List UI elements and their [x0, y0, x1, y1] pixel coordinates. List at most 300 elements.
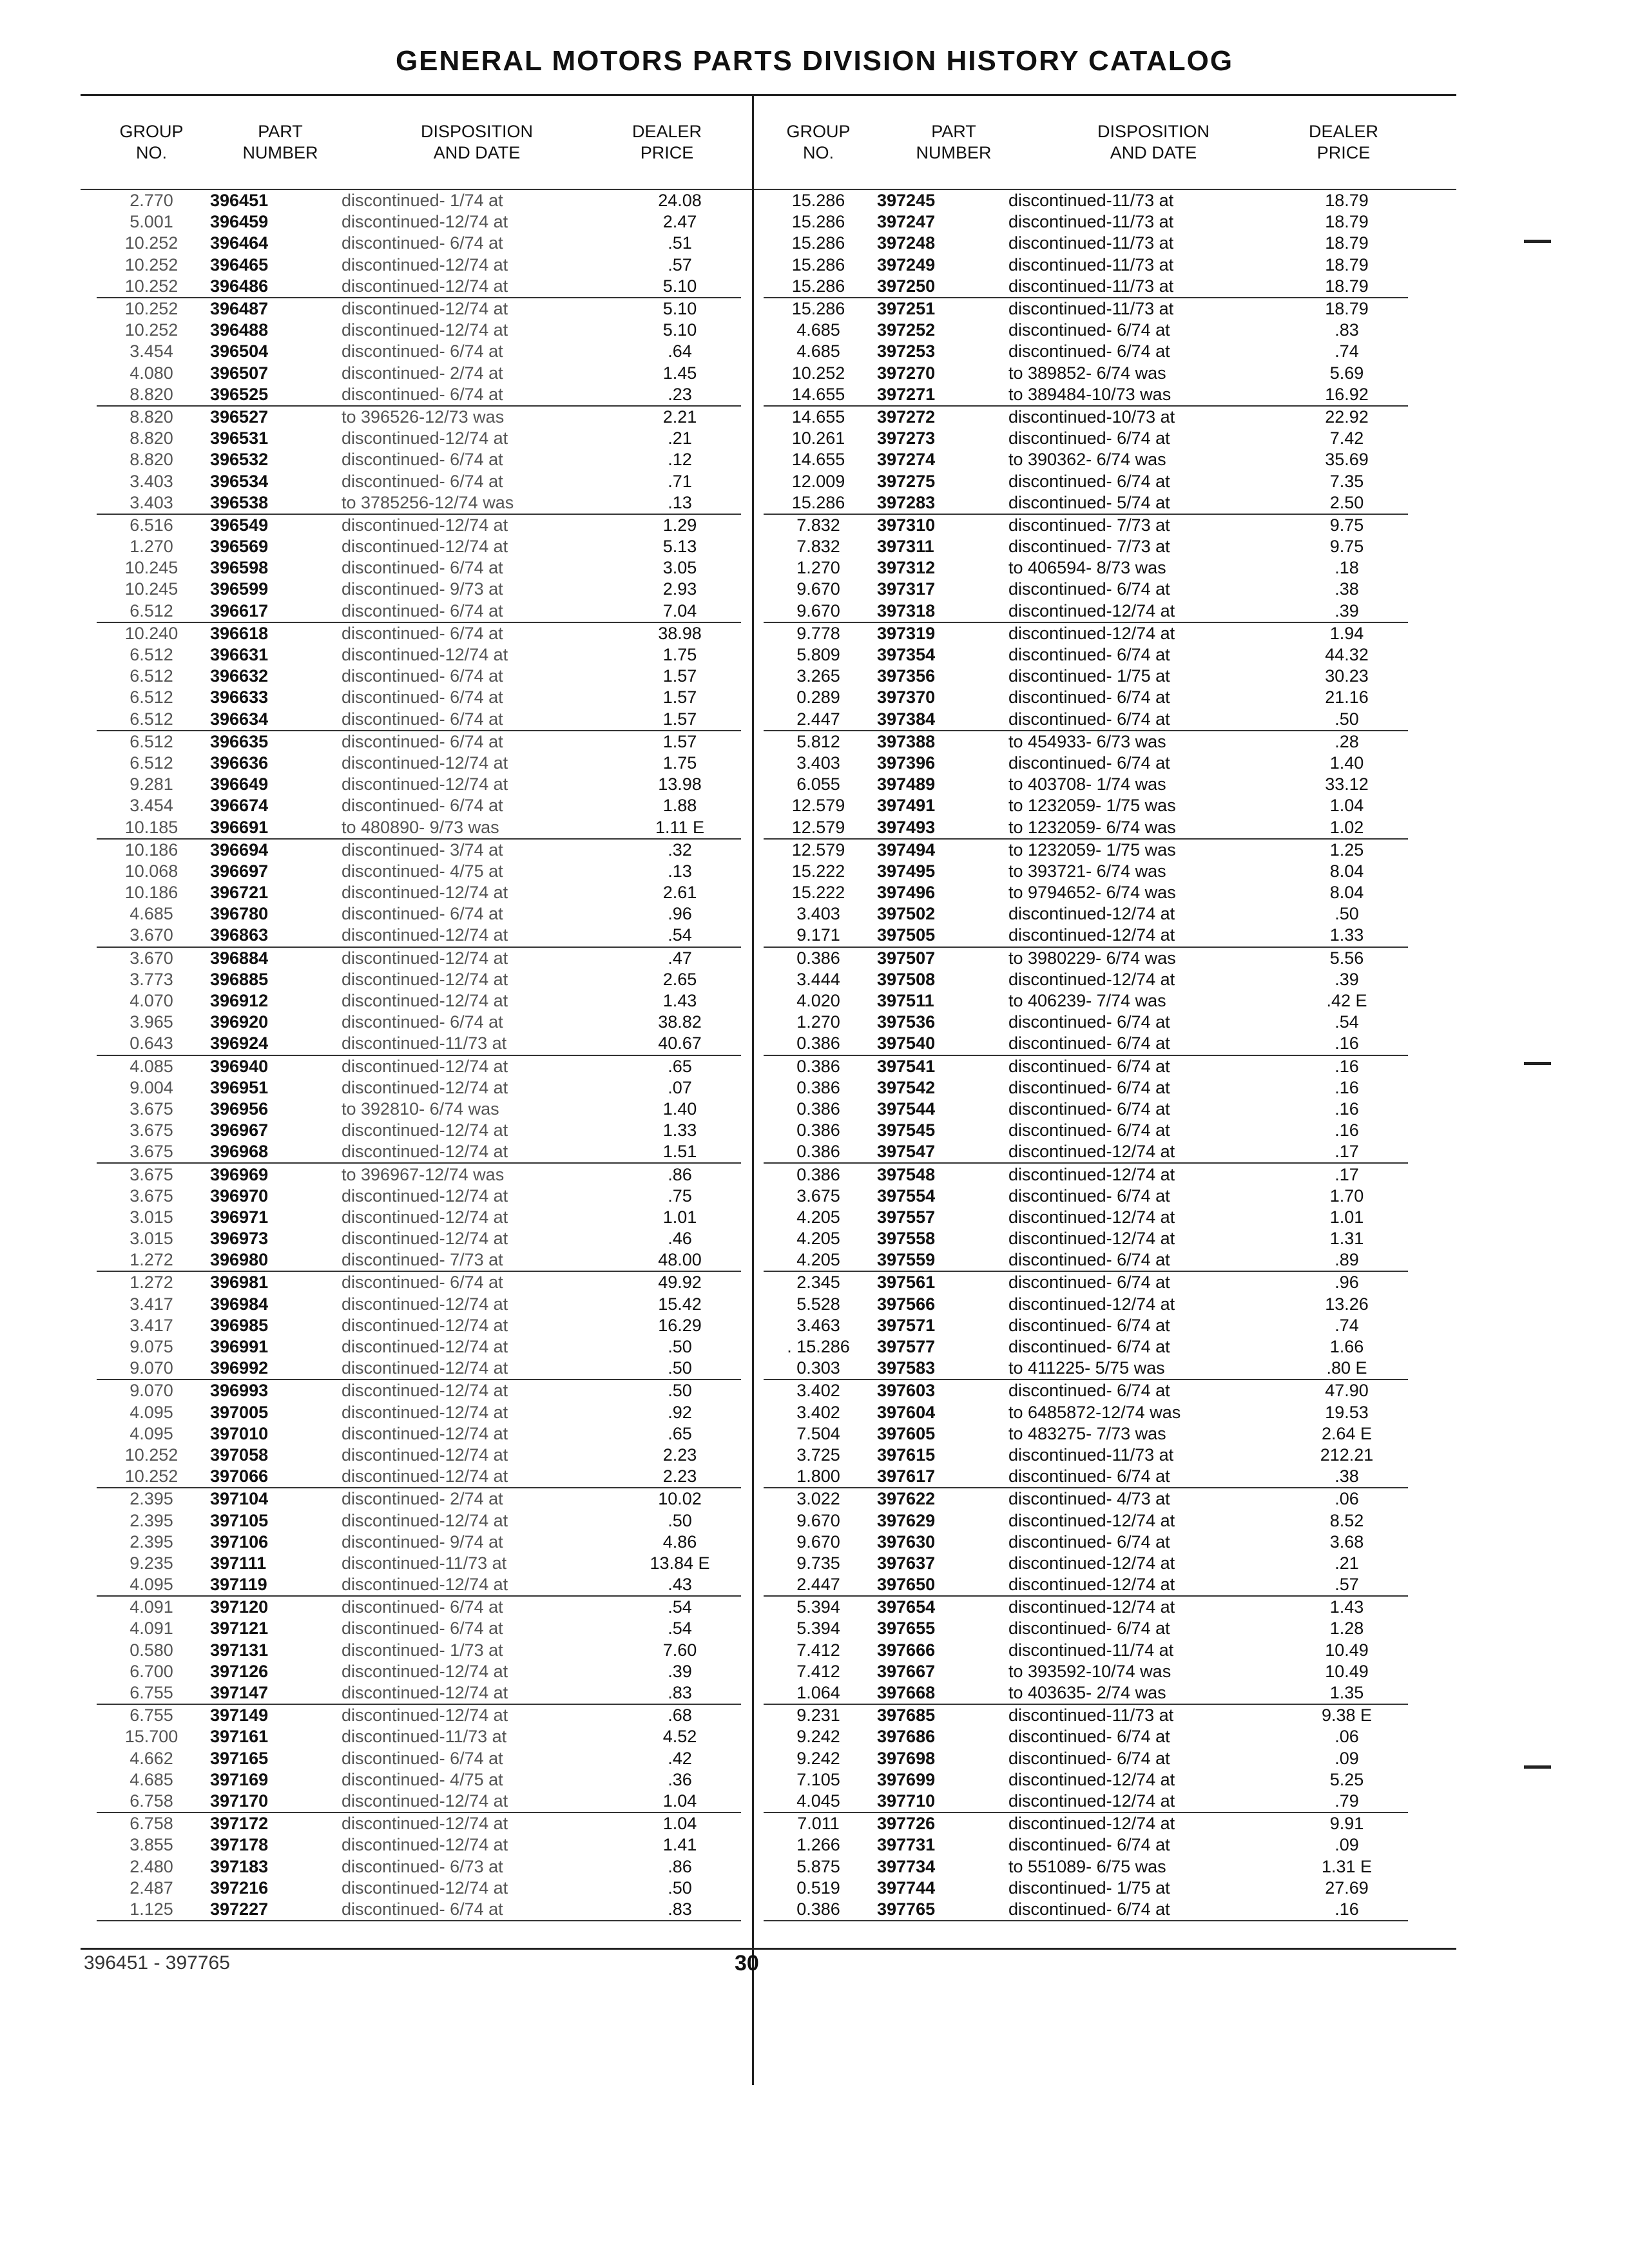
dealer-price-cell: .54: [668, 1619, 692, 1639]
part-number-cell: 396970: [210, 1186, 269, 1206]
dealer-price-cell: .68: [668, 1706, 692, 1725]
disposition-cell: discontinued-12/74 at: [1008, 623, 1175, 643]
table-row: [97, 298, 741, 320]
part-number-cell: 396618: [210, 623, 269, 643]
table-row: [764, 470, 1408, 492]
table-row: [97, 903, 741, 925]
disposition-cell: discontinued- 6/74 at: [342, 904, 503, 924]
disposition-cell: discontinued-12/74 at: [342, 299, 508, 319]
dealer-price-cell: 27.69: [1325, 1878, 1369, 1898]
part-number-cell: 397491: [877, 796, 936, 816]
disposition-cell: discontinued- 6/74 at: [1002, 1899, 1286, 1921]
table-row: [764, 1294, 1408, 1315]
part-number-cell: 397272: [877, 407, 936, 427]
group-no-cell: 9.004: [130, 1077, 173, 1097]
table-row: [764, 276, 1408, 298]
dealer-price-cell: 2.23: [662, 1445, 697, 1465]
group-no-cell: 9.235: [130, 1553, 173, 1573]
part-number-cell: 397310: [877, 515, 936, 535]
group-no-cell: 4.095: [97, 1574, 206, 1596]
part-number-cell: 397685: [877, 1706, 936, 1725]
table-row: [97, 1532, 741, 1553]
group-no-cell: 10.252: [124, 1445, 178, 1465]
dealer-price-cell: 1.57: [662, 666, 697, 686]
table-row: [764, 1834, 1408, 1856]
disposition-cell: discontinued-12/74 at: [335, 1466, 619, 1488]
group-no-cell: 4.205: [796, 1229, 840, 1249]
part-number-cell: 396525: [206, 384, 335, 406]
table-row: [97, 1294, 741, 1315]
part-number-cell: 397250: [873, 276, 1002, 298]
table-row: [764, 1618, 1408, 1639]
group-no-cell: 6.700: [130, 1661, 173, 1681]
table-row: [764, 816, 1408, 838]
group-no-cell: 0.519: [796, 1878, 840, 1898]
dealer-price-cell: 40.67: [619, 1033, 741, 1055]
header-part-number-right: PART NUMBER: [916, 122, 992, 162]
group-no-cell: 2.480: [130, 1856, 173, 1876]
dealer-price-cell: .57: [1286, 1574, 1408, 1596]
group-no-cell: 0.386: [796, 1099, 840, 1119]
group-no-cell: 4.662: [130, 1748, 173, 1768]
dealer-price-cell: .83: [1335, 320, 1359, 340]
dealer-price-cell: .96: [668, 904, 692, 924]
group-no-cell: 10.186: [124, 883, 178, 903]
group-no-cell: 3.675: [130, 1120, 173, 1140]
part-number-cell: 396912: [210, 991, 269, 1011]
disposition-cell: discontinued- 9/74 at: [342, 1532, 503, 1552]
dealer-price-cell: .83: [619, 1899, 741, 1921]
part-number-cell: 397161: [210, 1727, 269, 1747]
dealer-price-cell: 7.04: [619, 601, 741, 622]
group-no-cell: 0.386: [764, 1141, 873, 1163]
group-no-cell: 3.015: [130, 1229, 173, 1249]
part-number-cell: 397147: [206, 1682, 335, 1704]
dealer-price-cell: 8.52: [1329, 1510, 1364, 1530]
dealer-price-cell: .16: [1286, 1899, 1408, 1921]
table-row: [764, 1726, 1408, 1747]
dealer-price-cell: 1.57: [662, 687, 697, 707]
disposition-cell: to 403635- 2/74 was: [1002, 1682, 1286, 1704]
dealer-price-cell: .57: [668, 255, 692, 274]
group-no-cell: 6.758: [97, 1791, 206, 1812]
group-no-cell: 3.725: [796, 1445, 840, 1465]
table-row: [97, 1488, 741, 1510]
part-number-cell: 397274: [877, 450, 936, 470]
group-no-cell: 9.242: [796, 1748, 840, 1768]
group-no-cell: 12.579: [791, 840, 845, 860]
group-no-cell: 4.070: [130, 991, 173, 1011]
table-row: [764, 1769, 1408, 1791]
part-number-cell: 397605: [877, 1423, 936, 1443]
part-number-cell: 397249: [877, 255, 936, 274]
part-number-cell: 397554: [877, 1186, 936, 1206]
part-number-cell: 397104: [210, 1489, 269, 1509]
table-row: [764, 731, 1408, 753]
dealer-price-cell: 1.41: [662, 1835, 697, 1855]
part-number-cell: 397216: [210, 1878, 269, 1898]
table-row: [764, 990, 1408, 1012]
table-row: [97, 731, 741, 753]
group-no-cell: 9.670: [796, 1532, 840, 1552]
disposition-cell: discontinued-12/74 at: [1002, 925, 1286, 947]
group-no-cell: 10.245: [124, 558, 178, 578]
part-number-cell: 396633: [210, 687, 269, 707]
table-row: [764, 1271, 1408, 1293]
part-number-cell: 397247: [877, 212, 936, 232]
disposition-cell: discontinued- 1/73 at: [342, 1640, 503, 1660]
group-no-cell: 6.512: [130, 687, 173, 707]
dealer-price-cell: .07: [668, 1077, 692, 1097]
disposition-cell: discontinued- 6/74 at: [1002, 709, 1286, 731]
disposition-cell: discontinued- 6/74 at: [1008, 341, 1170, 361]
table-row: [764, 969, 1408, 990]
header-dealer-price-right: DEALER PRICE: [1308, 122, 1379, 162]
dealer-price-cell: 38.98: [658, 623, 702, 643]
part-number-cell: 396534: [210, 471, 269, 491]
disposition-cell: discontinued- 6/74 at: [342, 623, 503, 643]
disposition-cell: discontinued-12/74 at: [1008, 1597, 1175, 1617]
disposition-cell: discontinued-11/73 at: [1008, 1706, 1174, 1725]
table-row: [764, 1510, 1408, 1531]
table-row: [97, 1574, 741, 1596]
table-row: [97, 1402, 741, 1423]
part-number-cell: 397557: [877, 1207, 936, 1227]
part-number-cell: 397126: [210, 1661, 269, 1681]
table-row: [97, 1336, 741, 1358]
part-number-cell: 396924: [206, 1033, 335, 1055]
dealer-price-cell: 22.92: [1325, 407, 1369, 427]
group-no-cell: 4.095: [130, 1402, 173, 1422]
table-row: [97, 1899, 741, 1921]
table-row: [97, 1748, 741, 1769]
table-row: [97, 666, 741, 687]
part-number-cell: 396527: [210, 407, 269, 427]
part-number-cell: 396981: [210, 1273, 269, 1293]
table-row: [764, 1379, 1408, 1401]
dealer-price-cell: 1.57: [662, 731, 697, 751]
table-row: [764, 1812, 1408, 1834]
part-number-cell: 397170: [206, 1791, 335, 1812]
table-row: [764, 1336, 1408, 1358]
table-row: [764, 1682, 1408, 1704]
part-number-cell: 397318: [873, 601, 1002, 622]
part-number-cell: 396968: [206, 1141, 335, 1163]
disposition-cell: discontinued- 3/74 at: [342, 840, 503, 860]
dealer-price-cell: 2.65: [662, 969, 697, 989]
part-number-cell: 397270: [877, 363, 936, 383]
part-number-cell: 396487: [210, 299, 269, 319]
table-row: [97, 1553, 741, 1574]
disposition-cell: discontinued-12/74 at: [1008, 1164, 1175, 1184]
group-no-cell: 9.778: [796, 623, 840, 643]
disposition-cell: discontinued-12/74 at: [342, 212, 508, 232]
table-row: [97, 1271, 741, 1293]
part-number-cell: 397604: [877, 1402, 936, 1422]
table-row: [764, 1748, 1408, 1769]
disposition-cell: to 1232059- 6/74 was: [1002, 816, 1286, 838]
group-no-cell: 4.091: [130, 1597, 173, 1617]
disposition-cell: discontinued-12/74 at: [1008, 1294, 1175, 1314]
disposition-cell: discontinued- 6/74 at: [342, 1273, 503, 1293]
group-no-cell: 0.386: [764, 1033, 873, 1055]
group-no-cell: 7.412: [796, 1661, 840, 1681]
part-number-cell: 397119: [206, 1574, 335, 1596]
disposition-cell: discontinued- 6/74 at: [1008, 1748, 1170, 1768]
dealer-price-cell: .64: [668, 341, 692, 361]
table-row: [764, 622, 1408, 644]
part-number-cell: 396992: [206, 1358, 335, 1379]
group-no-cell: 9.171: [764, 925, 873, 947]
part-number-cell: 397566: [877, 1294, 936, 1314]
table-row: [97, 320, 741, 341]
header-group-no: GROUP NO.: [119, 122, 184, 162]
disposition-cell: discontinued-12/74 at: [335, 925, 619, 947]
disposition-cell: discontinued-12/74 at: [342, 1120, 508, 1140]
part-number-cell: 397356: [877, 666, 936, 686]
dealer-price-cell: 33.12: [1325, 774, 1369, 794]
group-no-cell: 6.055: [796, 774, 840, 794]
group-no-cell: 6.512: [97, 709, 206, 731]
header-dealer-price: DEALER PRICE: [631, 122, 702, 162]
part-number-cell: 397005: [210, 1402, 269, 1422]
dealer-price-cell: 1.31 E: [1321, 1856, 1373, 1876]
part-number-cell: 396951: [210, 1077, 269, 1097]
table-row: [764, 1186, 1408, 1207]
dealer-price-cell: .83: [619, 1682, 741, 1704]
table-row: [764, 1228, 1408, 1249]
group-no-cell: 1.272: [97, 1249, 206, 1271]
table-row: [764, 687, 1408, 708]
table-row: [764, 1055, 1408, 1077]
disposition-cell: discontinued-11/73 at: [342, 1553, 507, 1573]
group-no-cell: 3.965: [130, 1012, 173, 1032]
disposition-cell: discontinued- 6/74 at: [1008, 579, 1170, 599]
group-no-cell: 8.820: [130, 450, 173, 470]
group-no-cell: 9.070: [97, 1358, 206, 1379]
group-no-cell: 4.685: [796, 341, 840, 361]
group-no-cell: 15.286: [764, 492, 873, 514]
part-number-cell: 396984: [210, 1294, 269, 1314]
dealer-price-cell: 1.57: [619, 709, 741, 731]
group-no-cell: 9.670: [796, 579, 840, 599]
dealer-price-cell: 18.79: [1325, 255, 1369, 274]
disposition-cell: discontinued-12/74 at: [342, 753, 508, 773]
dealer-price-cell: 1.33: [662, 1120, 697, 1140]
part-number-cell: 397508: [877, 969, 936, 989]
table-row: [97, 233, 741, 254]
dealer-price-cell: .16: [1335, 1099, 1359, 1119]
part-number-cell: 397111: [210, 1553, 267, 1573]
group-no-cell: 9.075: [130, 1337, 173, 1357]
disposition-cell: discontinued-12/74 at: [1008, 1510, 1175, 1530]
dealer-price-cell: 47.90: [1325, 1381, 1369, 1401]
disposition-cell: discontinued-12/74 at: [335, 1574, 619, 1596]
table-row: [97, 1640, 741, 1661]
dealer-price-cell: .54: [668, 1597, 692, 1617]
part-number-cell: 397169: [210, 1769, 269, 1789]
disposition-cell: discontinued- 6/74 at: [335, 709, 619, 731]
group-no-cell: 5.875: [796, 1856, 840, 1876]
disposition-cell: to 390362- 6/74 was: [1008, 450, 1166, 470]
part-number-cell: 396991: [210, 1337, 269, 1357]
group-no-cell: 4.091: [130, 1619, 173, 1639]
group-no-cell: 1.270: [796, 558, 840, 578]
disposition-cell: discontinued-12/74 at: [1008, 1553, 1175, 1573]
dealer-price-cell: .47: [668, 948, 692, 968]
part-number-cell: 397178: [210, 1835, 269, 1855]
table-row: [97, 947, 741, 969]
part-number-cell: 397731: [877, 1835, 936, 1855]
group-no-cell: 0.386: [796, 1120, 840, 1140]
disposition-cell: to 1232059- 1/75 was: [1008, 796, 1176, 816]
dealer-price-cell: 18.79: [1325, 299, 1369, 319]
disposition-cell: discontinued- 6/74 at: [1002, 1033, 1286, 1055]
table-row: [764, 255, 1408, 276]
part-number-cell: 396451: [210, 191, 269, 211]
disposition-cell: to 406594- 8/73 was: [1008, 558, 1166, 578]
disposition-cell: discontinued- 4/73 at: [1008, 1489, 1170, 1509]
part-number-cell: 397131: [210, 1640, 269, 1660]
table-row: [97, 1878, 741, 1899]
group-no-cell: 3.670: [97, 925, 206, 947]
disposition-cell: discontinued-11/73 at: [1008, 212, 1174, 232]
dealer-price-cell: .42: [668, 1748, 692, 1768]
part-number-cell: 397541: [877, 1056, 936, 1076]
disposition-cell: discontinued-12/74 at: [342, 428, 508, 448]
dealer-price-cell: 2.47: [662, 212, 697, 232]
disposition-cell: discontinued-12/74 at: [342, 1077, 508, 1097]
part-number-cell: 396459: [210, 212, 269, 232]
group-no-cell: 3.454: [130, 341, 173, 361]
dealer-price-cell: 7.35: [1329, 471, 1364, 491]
group-no-cell: 3.022: [796, 1489, 840, 1509]
disposition-cell: discontinued-12/74 at: [342, 1337, 508, 1357]
table-row: [97, 925, 741, 947]
dealer-price-cell: 18.79: [1286, 276, 1408, 298]
part-number-cell: 397603: [877, 1381, 936, 1401]
dealer-price-cell: 9.75: [1329, 537, 1364, 557]
dealer-price-cell: 10.02: [658, 1489, 702, 1509]
table-row: [764, 882, 1408, 903]
table-row: [764, 1402, 1408, 1423]
dealer-price-cell: 13.98: [658, 774, 702, 794]
part-number-cell: 397493: [873, 816, 1002, 838]
disposition-cell: discontinued- 6/74 at: [1002, 1249, 1286, 1271]
part-number-cell: 397536: [877, 1012, 936, 1032]
part-number-cell: 397010: [210, 1423, 269, 1443]
disposition-cell: discontinued-12/74 at: [342, 1814, 508, 1834]
dealer-price-cell: .28: [1335, 731, 1359, 751]
dealer-price-cell: 1.75: [662, 753, 697, 773]
group-no-cell: 6.512: [130, 666, 173, 686]
table-row: [97, 384, 741, 406]
table-row: [97, 709, 741, 731]
part-number-cell: 396632: [210, 666, 269, 686]
group-no-cell: 4.685: [130, 1769, 173, 1789]
disposition-cell: to 3785256-12/74 was: [335, 492, 619, 514]
dealer-price-cell: 38.82: [658, 1012, 702, 1032]
table-row: [97, 990, 741, 1012]
table-row: [97, 514, 741, 536]
parts-table-right: [764, 190, 1408, 1921]
disposition-cell: discontinued-11/73 at: [1008, 191, 1174, 211]
dealer-price-cell: .16: [1286, 1033, 1408, 1055]
group-no-cell: 0.386: [796, 1056, 840, 1076]
dealer-price-cell: 18.79: [1325, 212, 1369, 232]
dealer-price-cell: 1.31: [1329, 1229, 1364, 1249]
table-row: [764, 1596, 1408, 1618]
group-no-cell: 3.403: [97, 492, 206, 514]
disposition-cell: to 454933- 6/73 was: [1008, 731, 1166, 751]
dealer-price-cell: 10.49: [1325, 1640, 1369, 1660]
group-no-cell: 3.403: [130, 471, 173, 491]
table-row: [764, 925, 1408, 947]
parts-table-left: [97, 190, 741, 1921]
disposition-cell: discontinued-12/74 at: [342, 1294, 508, 1314]
group-no-cell: 4.095: [130, 1423, 173, 1443]
dealer-price-cell: 5.69: [1329, 363, 1364, 383]
group-no-cell: 9.735: [796, 1553, 840, 1573]
part-number-cell: 397494: [877, 840, 936, 860]
dealer-price-cell: 2.93: [662, 579, 697, 599]
disposition-cell: discontinued-12/74 at: [342, 1835, 508, 1855]
table-row: [764, 1141, 1408, 1163]
disposition-cell: discontinued- 6/74 at: [1008, 1099, 1170, 1119]
dealer-price-cell: .54: [619, 925, 741, 947]
part-number-cell: 396465: [210, 255, 269, 274]
disposition-cell: discontinued-10/73 at: [1008, 407, 1175, 427]
table-row: [764, 666, 1408, 687]
part-number-cell: 397273: [877, 428, 936, 448]
part-number-cell: 397271: [873, 384, 1002, 406]
disposition-cell: discontinued- 6/74 at: [1002, 1466, 1286, 1488]
part-number-cell: 396531: [210, 428, 269, 448]
disposition-cell: to 396526-12/73 was: [342, 407, 505, 427]
table-row: [97, 1769, 741, 1791]
part-number-cell: 397283: [873, 492, 1002, 514]
disposition-cell: to 389484-10/73 was: [1002, 384, 1286, 406]
group-no-cell: 7.832: [796, 515, 840, 535]
disposition-cell: discontinued-12/74 at: [335, 1358, 619, 1379]
table-row: [764, 233, 1408, 254]
group-no-cell: 0.386: [796, 1164, 840, 1184]
group-no-cell: 7.412: [796, 1640, 840, 1660]
disposition-cell: to 3980229- 6/74 was: [1008, 948, 1176, 968]
disposition-cell: to 1232059- 1/75 was: [1008, 840, 1176, 860]
group-no-cell: 5.809: [796, 645, 840, 665]
group-no-cell: 6.755: [130, 1706, 173, 1725]
disposition-cell: discontinued- 6/74 at: [1008, 1186, 1170, 1206]
group-no-cell: 15.286: [791, 299, 845, 319]
dealer-price-cell: .36: [668, 1769, 692, 1789]
margin-mark: [1524, 240, 1551, 243]
part-number-cell: 396464: [210, 233, 269, 253]
table-row: [97, 211, 741, 233]
disposition-cell: discontinued-12/74 at: [342, 1315, 508, 1335]
group-no-cell: . 15.286: [787, 1337, 850, 1357]
dealer-price-cell: .16: [1335, 1120, 1359, 1140]
group-no-cell: 3.402: [796, 1402, 840, 1422]
dealer-price-cell: 1.43: [662, 991, 697, 1011]
part-number-cell: 396980: [206, 1249, 335, 1271]
group-no-cell: 9.242: [796, 1727, 840, 1747]
table-row: [764, 1163, 1408, 1185]
table-row: [97, 882, 741, 903]
table-row: [764, 406, 1408, 428]
disposition-cell: to 403708- 1/74 was: [1008, 774, 1166, 794]
group-no-cell: 1.266: [796, 1835, 840, 1855]
